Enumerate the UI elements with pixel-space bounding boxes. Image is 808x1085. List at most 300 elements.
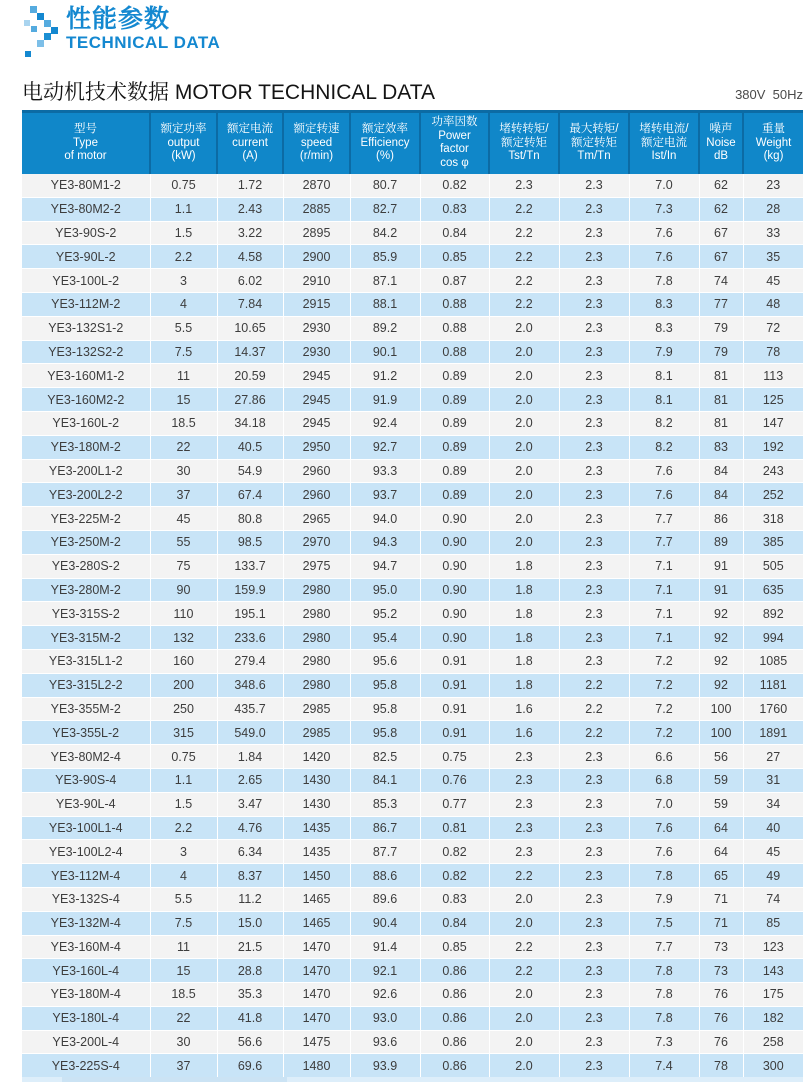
motor-model-cell: YE3-180M-4 (22, 983, 150, 1007)
table-row (22, 887, 803, 911)
table-cell: 56.6 (217, 1030, 283, 1054)
table-cell: 2.3 (559, 935, 629, 959)
table-title: 电动机技术数据 MOTOR TECHNICAL DATA (22, 81, 436, 104)
table-cell: 0.91 (420, 697, 489, 721)
table-cell: 2.3 (559, 435, 629, 459)
table-row (22, 388, 803, 412)
table-cell: 1.8 (489, 673, 559, 697)
table-cell: 87.7 (350, 840, 420, 864)
table-cell: 2.65 (217, 768, 283, 792)
table-cell: 28 (743, 197, 803, 221)
table-cell: 0.86 (420, 1006, 489, 1030)
motor-model-cell: YE3-160L-2 (22, 411, 150, 435)
column-header-current: 额定电流 current (A) (217, 112, 283, 174)
table-cell: 64 (699, 816, 743, 840)
table-row (22, 935, 803, 959)
table-cell: 125 (743, 388, 803, 412)
table-cell: 2.0 (489, 507, 559, 531)
table-cell: 7.2 (629, 721, 699, 745)
motor-model-cell: YE3-112M-4 (22, 864, 150, 888)
table-cell: 7.9 (629, 887, 699, 911)
table-cell: 92.4 (350, 411, 420, 435)
table-cell: 0.90 (420, 626, 489, 650)
table-cell: 2930 (283, 316, 350, 340)
table-cell: 2.3 (489, 174, 559, 198)
table-row (22, 530, 803, 554)
table-row (22, 578, 803, 602)
column-header-power-factor: 功率因数 Power factor cos φ (420, 112, 489, 174)
table-cell: 22 (150, 1006, 217, 1030)
table-cell: 2.0 (489, 1006, 559, 1030)
table-cell: 54.9 (217, 459, 283, 483)
column-header-ist-in: 堵转电流/ 额定电流 Ist/In (629, 112, 699, 174)
table-row (22, 792, 803, 816)
table-cell: 2.3 (559, 411, 629, 435)
table-cell: 90 (150, 578, 217, 602)
table-cell: 7.4 (629, 1054, 699, 1078)
table-cell: 892 (743, 602, 803, 626)
table-cell: 2.3 (559, 197, 629, 221)
table-cell: 89.6 (350, 887, 420, 911)
motor-model-cell: YE3-132S-4 (22, 887, 150, 911)
table-cell: 23 (743, 174, 803, 198)
table-cell: 2885 (283, 197, 350, 221)
table-row (22, 1006, 803, 1030)
table-cell: 7.1 (629, 626, 699, 650)
table-cell: 2.3 (559, 602, 629, 626)
table-cell: 1.8 (489, 626, 559, 650)
table-cell: 28.8 (217, 959, 283, 983)
table-cell: 95.8 (350, 697, 420, 721)
table-cell: 4.58 (217, 245, 283, 269)
table-row (22, 435, 803, 459)
table-cell: 4 (150, 864, 217, 888)
table-cell: 315 (150, 721, 217, 745)
table-cell: 94.7 (350, 554, 420, 578)
table-cell: 6.02 (217, 269, 283, 293)
table-cell: 2.2 (559, 673, 629, 697)
table-cell: 2.3 (559, 316, 629, 340)
table-cell: 2.3 (559, 1006, 629, 1030)
table-cell: 7.7 (629, 507, 699, 531)
table-cell: 56 (699, 745, 743, 769)
table-row (22, 197, 803, 221)
table-cell: 40.5 (217, 435, 283, 459)
table-cell: 78 (743, 340, 803, 364)
table-cell: 2.3 (559, 626, 629, 650)
table-cell: 175 (743, 983, 803, 1007)
table-cell: 7.1 (629, 602, 699, 626)
table-cell: 143 (743, 959, 803, 983)
table-cell: 27 (743, 745, 803, 769)
table-row (22, 816, 803, 840)
motor-model-cell: YE3-100L1-4 (22, 816, 150, 840)
table-cell: 91 (699, 554, 743, 578)
table-row (22, 673, 803, 697)
table-cell: 98.5 (217, 530, 283, 554)
table-cell: 2960 (283, 483, 350, 507)
table-cell: 2.3 (559, 459, 629, 483)
table-cell: 64 (699, 840, 743, 864)
column-header-tst-tn: 堵转转矩/ 额定转矩 Tst/Tn (489, 112, 559, 174)
table-cell: 7.3 (629, 1030, 699, 1054)
table-cell: 2.0 (489, 316, 559, 340)
table-cell: 7.8 (629, 983, 699, 1007)
table-cell: 2.0 (489, 483, 559, 507)
table-cell: 1.5 (150, 792, 217, 816)
table-cell: 0.82 (420, 864, 489, 888)
table-cell: 0.84 (420, 911, 489, 935)
motor-model-cell: YE3-225M-2 (22, 507, 150, 531)
table-row (22, 911, 803, 935)
table-cell: 73 (699, 959, 743, 983)
table-cell: 1450 (283, 864, 350, 888)
motor-model-cell: YE3-315L2-2 (22, 673, 150, 697)
table-cell: 18.5 (150, 983, 217, 1007)
table-cell: 0.75 (150, 174, 217, 198)
table-cell: 250 (150, 697, 217, 721)
table-cell: 7.7 (629, 530, 699, 554)
table-cell: 11 (150, 935, 217, 959)
table-cell: 92.7 (350, 435, 420, 459)
table-cell: 92 (699, 649, 743, 673)
table-cell: 90.4 (350, 911, 420, 935)
table-cell: 279.4 (217, 649, 283, 673)
table-cell: 1.8 (489, 602, 559, 626)
table-cell: 69.6 (217, 1054, 283, 1078)
table-cell: 2.3 (559, 745, 629, 769)
table-cell: 3 (150, 840, 217, 864)
table-cell: 2895 (283, 221, 350, 245)
table-cell: 3.22 (217, 221, 283, 245)
table-cell: 40 (743, 816, 803, 840)
table-cell: 2.3 (559, 483, 629, 507)
motor-model-cell: YE3-280M-2 (22, 578, 150, 602)
table-row (22, 697, 803, 721)
table-cell: 0.89 (420, 388, 489, 412)
table-cell: 2.3 (489, 840, 559, 864)
table-cell: 2.43 (217, 197, 283, 221)
table-cell: 0.90 (420, 507, 489, 531)
table-cell: 2.0 (489, 435, 559, 459)
table-cell: 160 (150, 649, 217, 673)
table-cell: 2980 (283, 673, 350, 697)
table-cell: 2.3 (559, 887, 629, 911)
table-cell: 31 (743, 768, 803, 792)
table-cell: 30 (150, 459, 217, 483)
table-cell: 49 (743, 864, 803, 888)
table-cell: 100 (699, 721, 743, 745)
table-row (22, 840, 803, 864)
table-cell: 7.5 (150, 340, 217, 364)
table-cell: 2980 (283, 626, 350, 650)
table-cell: 92 (699, 673, 743, 697)
section-titles (66, 6, 220, 53)
table-cell: 14.37 (217, 340, 283, 364)
table-row (22, 1054, 803, 1078)
table-cell: 85.3 (350, 792, 420, 816)
table-cell: 81 (699, 388, 743, 412)
table-cell: 1.84 (217, 745, 283, 769)
table-row (22, 483, 803, 507)
table-cell: 2930 (283, 340, 350, 364)
table-cell: 7.6 (629, 816, 699, 840)
table-cell: 0.88 (420, 292, 489, 316)
table-cell: 8.2 (629, 435, 699, 459)
table-cell: 2.2 (489, 245, 559, 269)
table-cell: 2.3 (559, 816, 629, 840)
table-row (22, 245, 803, 269)
table-cell: 2.0 (489, 340, 559, 364)
table-cell: 2.3 (559, 983, 629, 1007)
table-cell: 192 (743, 435, 803, 459)
table-cell: 90.1 (350, 340, 420, 364)
table-cell: 2.3 (559, 911, 629, 935)
table-cell: 0.75 (150, 745, 217, 769)
table-cell: 2945 (283, 364, 350, 388)
table-cell: 95.6 (350, 649, 420, 673)
table-cell: 35 (743, 245, 803, 269)
table-cell: 0.75 (420, 745, 489, 769)
table-cell: 95.4 (350, 626, 420, 650)
motor-model-cell: YE3-90S-2 (22, 221, 150, 245)
table-row (22, 959, 803, 983)
table-cell: 71 (699, 887, 743, 911)
table-cell: 7.5 (150, 911, 217, 935)
table-cell: 1.6 (489, 721, 559, 745)
table-cell: 549.0 (217, 721, 283, 745)
table-cell: 80.7 (350, 174, 420, 198)
table-cell: 2.2 (559, 721, 629, 745)
table-cell: 2.2 (489, 269, 559, 293)
table-cell: 95.2 (350, 602, 420, 626)
table-cell: 2980 (283, 649, 350, 673)
table-cell: 91.2 (350, 364, 420, 388)
motor-model-cell: YE3-250M-2 (22, 530, 150, 554)
table-cell: 21.5 (217, 935, 283, 959)
table-row (22, 602, 803, 626)
table-cell: 132 (150, 626, 217, 650)
table-cell: 7.1 (629, 578, 699, 602)
table-cell: 8.1 (629, 364, 699, 388)
table-cell: 95.8 (350, 673, 420, 697)
table-cell: 7.2 (629, 649, 699, 673)
column-header-weight: 重量 Weight (kg) (743, 112, 803, 174)
table-cell: 2980 (283, 602, 350, 626)
table-row (22, 292, 803, 316)
table-cell: 0.90 (420, 578, 489, 602)
table-cell: 8.1 (629, 388, 699, 412)
table-cell: 1420 (283, 745, 350, 769)
table-cell: 0.77 (420, 792, 489, 816)
table-cell: 67.4 (217, 483, 283, 507)
table-cell: 93.0 (350, 1006, 420, 1030)
table-cell: 1.8 (489, 649, 559, 673)
table-cell: 76 (699, 1006, 743, 1030)
table-row (22, 459, 803, 483)
table-cell: 59 (699, 768, 743, 792)
table-cell: 82.5 (350, 745, 420, 769)
table-cell: 0.88 (420, 316, 489, 340)
table-cell: 20.59 (217, 364, 283, 388)
table-cell: 2.3 (559, 840, 629, 864)
table-cell: 55 (150, 530, 217, 554)
table-cell: 147 (743, 411, 803, 435)
table-cell: 7.6 (629, 245, 699, 269)
table-cell: 7.8 (629, 1006, 699, 1030)
table-cell: 0.91 (420, 721, 489, 745)
table-cell: 2945 (283, 388, 350, 412)
table-cell: 1.8 (489, 554, 559, 578)
motor-data-table (22, 110, 803, 1078)
table-cell: 1085 (743, 649, 803, 673)
table-cell: 7.5 (629, 911, 699, 935)
table-row (22, 507, 803, 531)
table-cell: 2985 (283, 721, 350, 745)
motor-model-cell: YE3-90L-4 (22, 792, 150, 816)
table-cell: 0.82 (420, 174, 489, 198)
motor-model-cell: YE3-180M-2 (22, 435, 150, 459)
table-row (22, 983, 803, 1007)
table-cell: 84 (699, 459, 743, 483)
table-cell: 80.8 (217, 507, 283, 531)
table-cell: 1181 (743, 673, 803, 697)
table-cell: 7.9 (629, 340, 699, 364)
table-cell: 86 (699, 507, 743, 531)
table-cell: 75 (150, 554, 217, 578)
table-cell: 76 (699, 983, 743, 1007)
table-cell: 45 (743, 840, 803, 864)
motor-model-cell: YE3-112M-2 (22, 292, 150, 316)
table-row (22, 411, 803, 435)
table-cell: 93.6 (350, 1030, 420, 1054)
table-cell: 2.0 (489, 1054, 559, 1078)
table-cell: 71 (699, 911, 743, 935)
table-cell: 2965 (283, 507, 350, 531)
table-cell: 2950 (283, 435, 350, 459)
table-row (22, 626, 803, 650)
table-cell: 2.0 (489, 911, 559, 935)
table-cell: 77 (699, 292, 743, 316)
cutoff-row-sliver (22, 1077, 803, 1082)
table-cell: 1.72 (217, 174, 283, 198)
table-cell: 34.18 (217, 411, 283, 435)
table-cell: 0.90 (420, 530, 489, 554)
table-cell: 243 (743, 459, 803, 483)
table-cell: 0.83 (420, 887, 489, 911)
table-cell: 2.0 (489, 411, 559, 435)
table-cell: 2.2 (489, 935, 559, 959)
table-cell: 2.3 (489, 792, 559, 816)
section-title-zh: 性能参数 (66, 5, 171, 33)
table-cell: 92 (699, 602, 743, 626)
table-cell: 2.3 (559, 554, 629, 578)
table-cell: 2870 (283, 174, 350, 198)
table-cell: 318 (743, 507, 803, 531)
table-cell: 7.8 (629, 959, 699, 983)
table-cell: 505 (743, 554, 803, 578)
table-cell: 1480 (283, 1054, 350, 1078)
table-cell: 2960 (283, 459, 350, 483)
table-row (22, 269, 803, 293)
pixel-chevron-icon (22, 6, 60, 58)
table-cell: 2.2 (150, 245, 217, 269)
table-cell: 8.3 (629, 292, 699, 316)
table-cell: 15 (150, 388, 217, 412)
table-cell: 30 (150, 1030, 217, 1054)
table-cell: 2975 (283, 554, 350, 578)
motor-model-cell: YE3-132S2-2 (22, 340, 150, 364)
table-cell: 182 (743, 1006, 803, 1030)
table-cell: 2.2 (489, 221, 559, 245)
table-row (22, 721, 803, 745)
table-cell: 84.2 (350, 221, 420, 245)
table-cell: 0.85 (420, 245, 489, 269)
table-cell: 1465 (283, 887, 350, 911)
table-cell: 0.87 (420, 269, 489, 293)
table-cell: 1891 (743, 721, 803, 745)
table-cell: 1470 (283, 1006, 350, 1030)
table-cell: 7.2 (629, 673, 699, 697)
table-cell: 89 (699, 530, 743, 554)
table-row (22, 768, 803, 792)
table-cell: 0.89 (420, 435, 489, 459)
table-cell: 37 (150, 1054, 217, 1078)
motor-model-cell: YE3-80M1-2 (22, 174, 150, 198)
motor-model-cell: YE3-160L-4 (22, 959, 150, 983)
table-cell: 2.2 (489, 864, 559, 888)
table-cell: 7.8 (629, 864, 699, 888)
table-cell: 7.7 (629, 935, 699, 959)
table-cell: 93.3 (350, 459, 420, 483)
table-cell: 110 (150, 602, 217, 626)
table-cell: 0.88 (420, 340, 489, 364)
table-cell: 5.5 (150, 887, 217, 911)
table-cell: 2.3 (559, 1054, 629, 1078)
table-cell: 48 (743, 292, 803, 316)
table-cell: 62 (699, 174, 743, 198)
section-title-en: TECHNICAL DATA (66, 33, 221, 52)
motor-model-cell: YE3-100L2-4 (22, 840, 150, 864)
table-cell: 8.3 (629, 316, 699, 340)
table-cell: 2.3 (559, 388, 629, 412)
column-header-efficiency: 额定效率 Efficiency (%) (350, 112, 420, 174)
table-cell: 3 (150, 269, 217, 293)
table-cell: 233.6 (217, 626, 283, 650)
column-header-speed: 额定转速 speed (r/min) (283, 112, 350, 174)
motor-model-cell: YE3-180L-4 (22, 1006, 150, 1030)
table-cell: 2.3 (559, 864, 629, 888)
table-cell: 7.6 (629, 459, 699, 483)
column-header-noise: 噪声 Noise dB (699, 112, 743, 174)
table-cell: 34 (743, 792, 803, 816)
table-cell: 0.89 (420, 483, 489, 507)
table-cell: 1.6 (489, 697, 559, 721)
table-cell: 2.3 (559, 768, 629, 792)
table-cell: 6.6 (629, 745, 699, 769)
table-row (22, 340, 803, 364)
table-cell: 79 (699, 340, 743, 364)
table-row (22, 174, 803, 198)
table-cell: 1430 (283, 768, 350, 792)
table-cell: 92.1 (350, 959, 420, 983)
motor-model-cell: YE3-225S-4 (22, 1054, 150, 1078)
table-cell: 62 (699, 197, 743, 221)
table-cell: 1.1 (150, 197, 217, 221)
table-cell: 91 (699, 578, 743, 602)
table-cell: 133.7 (217, 554, 283, 578)
table-cell: 2.3 (489, 816, 559, 840)
